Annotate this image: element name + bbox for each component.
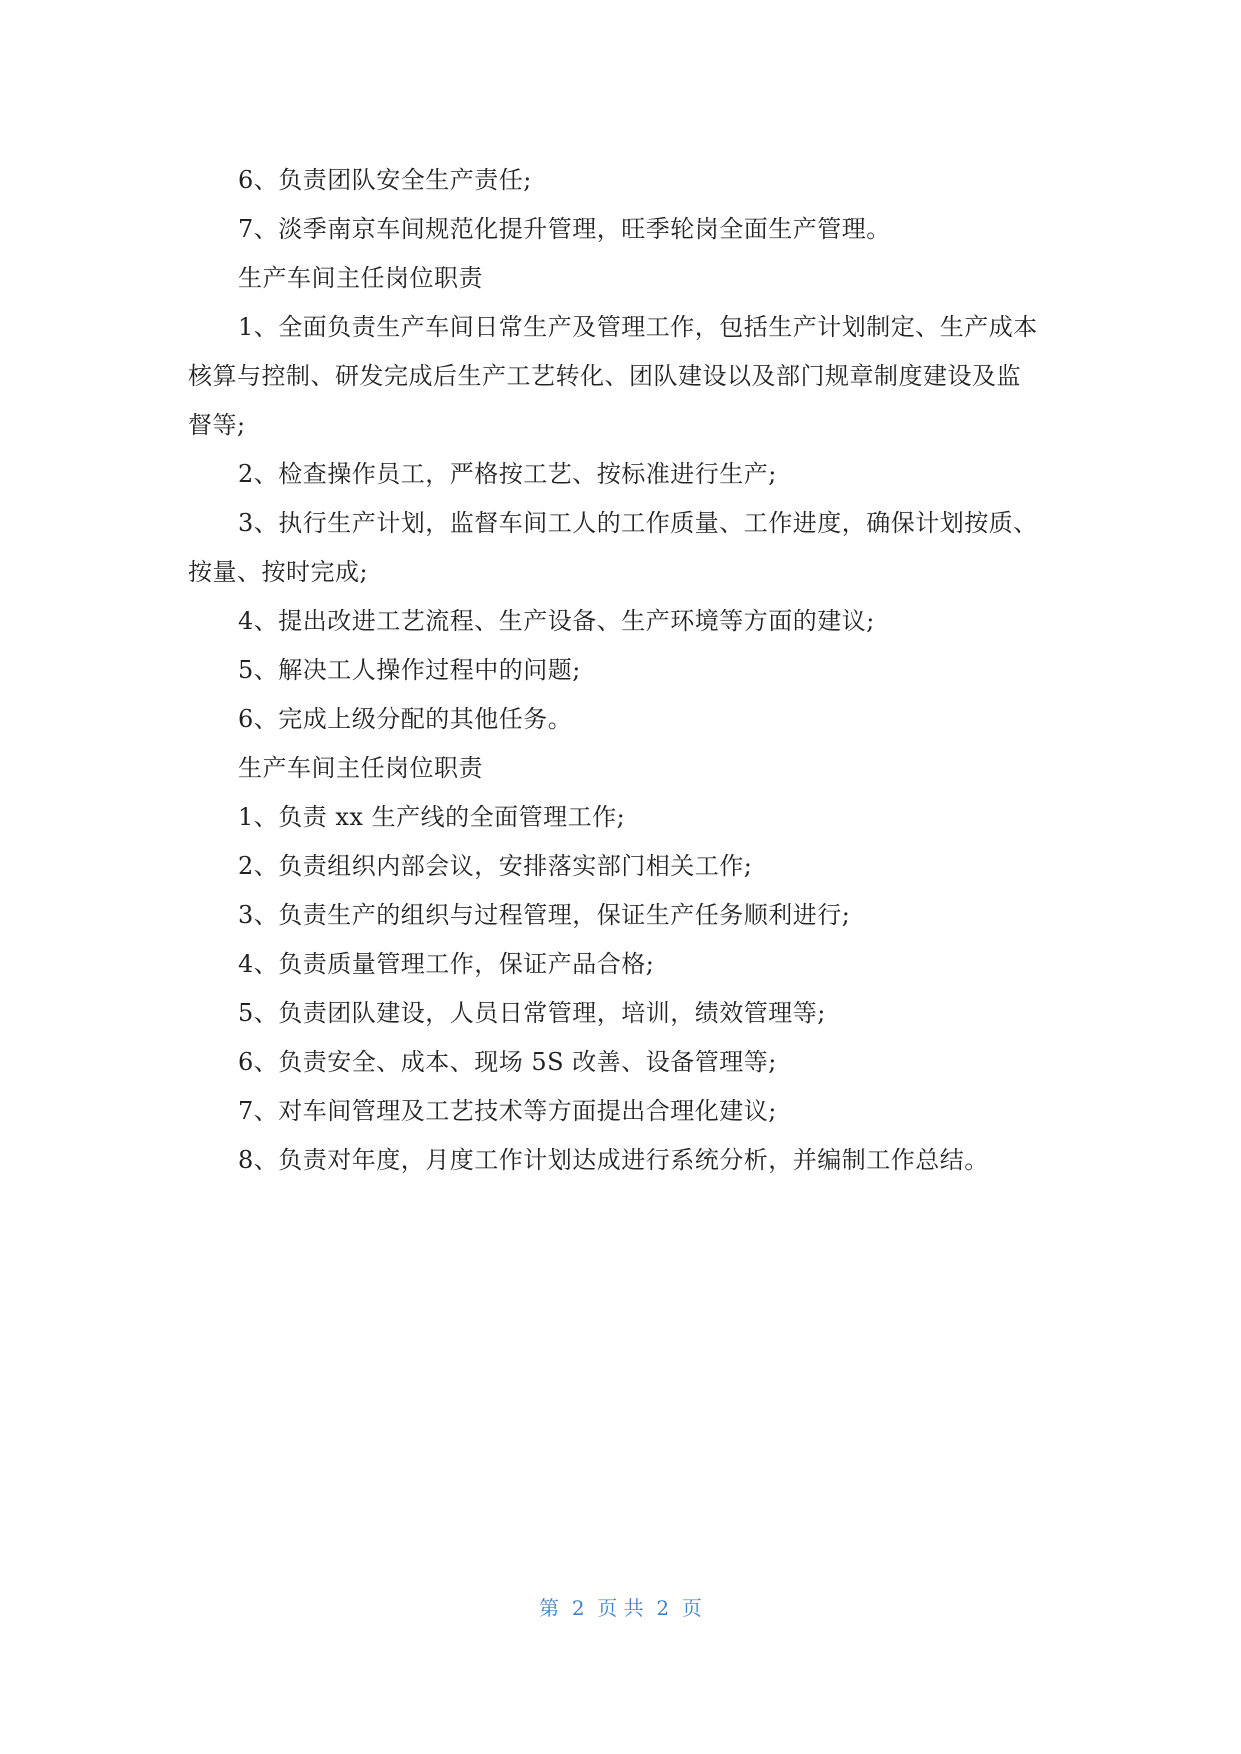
paragraph-line: 7、淡季南京车间规范化提升管理，旺季轮岗全面生产管理。 bbox=[238, 215, 891, 243]
paragraph-line: 3、负责生产的组织与过程管理，保证生产任务顺利进行; bbox=[238, 901, 851, 929]
paragraph-line: 2、检查操作员工，严格按工艺、按标准进行生产; bbox=[238, 460, 777, 488]
paragraph-line: 6、完成上级分配的其他任务。 bbox=[238, 705, 573, 733]
paragraph-line: 8、负责对年度，月度工作计划达成进行系统分析，并编制工作总结。 bbox=[238, 1146, 989, 1174]
paragraph-line: 1、全面负责生产车间日常生产及管理工作，包括生产计划制定、生产成本 bbox=[238, 313, 1038, 341]
paragraph-line: 督等; bbox=[188, 411, 246, 439]
paragraph-line: 6、负责团队安全生产责任; bbox=[238, 166, 532, 194]
document-body bbox=[188, 156, 1058, 1185]
paragraph-line: 4、提出改进工艺流程、生产设备、生产环境等方面的建议; bbox=[238, 607, 875, 635]
paragraph-line: 生产车间主任岗位职责 bbox=[238, 754, 483, 782]
paragraph-line: 按量、按时完成; bbox=[188, 558, 369, 586]
paragraph-line: 4、负责质量管理工作，保证产品合格; bbox=[238, 950, 655, 978]
paragraph-line: 3、执行生产计划，监督车间工人的工作质量、工作进度，确保计划按质、 bbox=[238, 509, 1038, 537]
paragraph-line: 生产车间主任岗位职责 bbox=[238, 264, 483, 292]
paragraph-line: 6、负责安全、成本、现场 5S 改善、设备管理等; bbox=[238, 1048, 777, 1076]
paragraph-line: 5、解决工人操作过程中的问题; bbox=[238, 656, 581, 684]
paragraph-line: 核算与控制、研发完成后生产工艺转化、团队建设以及部门规章制度建设及监 bbox=[188, 362, 1021, 390]
paragraph-line: 2、负责组织内部会议，安排落实部门相关工作; bbox=[238, 852, 753, 880]
paragraph-line: 5、负责团队建设，人员日常管理，培训，绩效管理等; bbox=[238, 999, 826, 1027]
page-number-footer: 第 2 页 共 2 页 bbox=[539, 1596, 702, 1620]
paragraph-line: 1、负责 xx 生产线的全面管理工作; bbox=[238, 803, 626, 831]
paragraph-line: 7、对车间管理及工艺技术等方面提出合理化建议; bbox=[238, 1097, 777, 1125]
